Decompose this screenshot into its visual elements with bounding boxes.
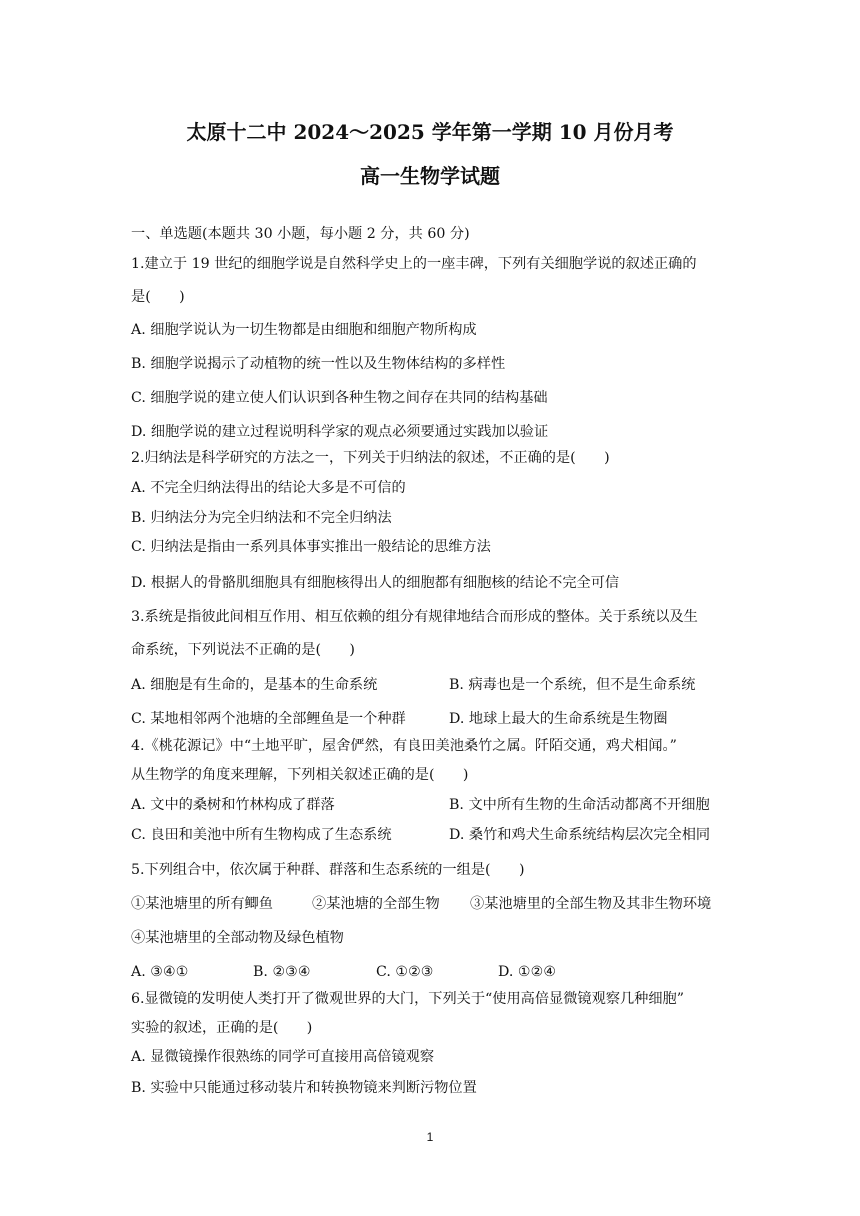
- exam-title: 太原十二中 2024～2025 学年第一学期 10 月份月考: [186, 120, 674, 144]
- question-stem: 4.《桃花源记》中“土地平旷，屋舍俨然，有良田美池桑竹之属。阡陌交通，鸡犬相闻。”: [131, 738, 677, 754]
- section-heading: 一、单选题(本题共 30 小题，每小题 2 分，共 60 分): [131, 226, 470, 242]
- exam-subtitle: 高一生物学试题: [360, 164, 500, 188]
- question-option: D. 根据人的骨骼肌细胞具有细胞核得出人的细胞都有细胞核的结论不完全可信: [131, 575, 620, 591]
- question-stem: 5.下列组合中，依次属于种群、群落和生态系统的一组是( ): [131, 862, 525, 878]
- question-option: B. 实验中只能通过移动装片和转换物镜来判断污物位置: [131, 1080, 477, 1096]
- question-item: ④某池塘里的全部动物及绿色植物: [131, 930, 344, 946]
- question-option: B. 细胞学说揭示了动植物的统一性以及生物体结构的多样性: [131, 356, 506, 372]
- question-option: A. 显微镜操作很熟练的同学可直接用高倍镜观察: [131, 1049, 435, 1065]
- question-option: D. 细胞学说的建立过程说明科学家的观点必须要通过实践加以验证: [131, 424, 549, 440]
- question-option: C. 归纳法是指由一系列具体事实推出一般结论的思维方法: [131, 539, 491, 555]
- question-stem: 命系统，下列说法不正确的是( ): [131, 642, 355, 658]
- question-stem: 3.系统是指彼此间相互作用、相互依赖的组分有规律地结合而形成的整体。关于系统以及生: [131, 609, 698, 625]
- question-stem: 6.显微镜的发明使人类打开了微观世界的大门，下列关于“使用高倍显微镜观察几种细胞”: [131, 991, 684, 1007]
- question-option: D. 桑竹和鸡犬生命系统结构层次完全相同: [449, 827, 711, 843]
- question-option: C. 某地相邻两个池塘的全部鲤鱼是一个种群: [131, 711, 406, 727]
- question-stem: 是( ): [131, 289, 185, 305]
- question-option: A. 文中的桑树和竹林构成了群落: [131, 797, 335, 813]
- question-option: D. ①②④: [498, 964, 557, 980]
- question-item: ③某池塘里的全部生物及其非生物环境: [470, 896, 712, 912]
- question-item: ①某池塘里的所有鲫鱼: [131, 896, 273, 912]
- question-stem: 1.建立于 19 世纪的细胞学说是自然科学史上的一座丰碑，下列有关细胞学说的叙述正确的: [131, 256, 697, 272]
- question-option: C. 良田和美池中所有生物构成了生态系统: [131, 827, 392, 843]
- question-item: ②某池塘的全部生物: [312, 896, 440, 912]
- question-option: A. ③④①: [131, 964, 189, 980]
- question-option: B. ②③④: [253, 964, 311, 980]
- question-stem: 从生物学的角度来理解，下列相关叙述正确的是( ): [131, 767, 469, 783]
- question-option: C. ①②③: [376, 964, 434, 980]
- question-option: B. 归纳法分为完全归纳法和不完全归纳法: [131, 510, 392, 526]
- question-option: A. 细胞是有生命的，是基本的生命系统: [131, 677, 378, 693]
- question-option: D. 地球上最大的生命系统是生物圈: [449, 711, 668, 727]
- question-stem: 实验的叙述，正确的是( ): [131, 1020, 313, 1036]
- page-number: 1: [426, 1130, 434, 1144]
- question-option: B. 病毒也是一个系统，但不是生命系统: [449, 677, 696, 693]
- question-option: B. 文中所有生物的生命活动都离不开细胞: [449, 797, 710, 813]
- question-stem: 2.归纳法是科学研究的方法之一，下列关于归纳法的叙述，不正确的是( ): [131, 450, 610, 466]
- question-option: A. 不完全归纳法得出的结论大多是不可信的: [131, 480, 406, 496]
- question-option: A. 细胞学说认为一切生物都是由细胞和细胞产物所构成: [131, 322, 477, 338]
- question-option: C. 细胞学说的建立使人们认识到各种生物之间存在共同的结构基础: [131, 390, 548, 406]
